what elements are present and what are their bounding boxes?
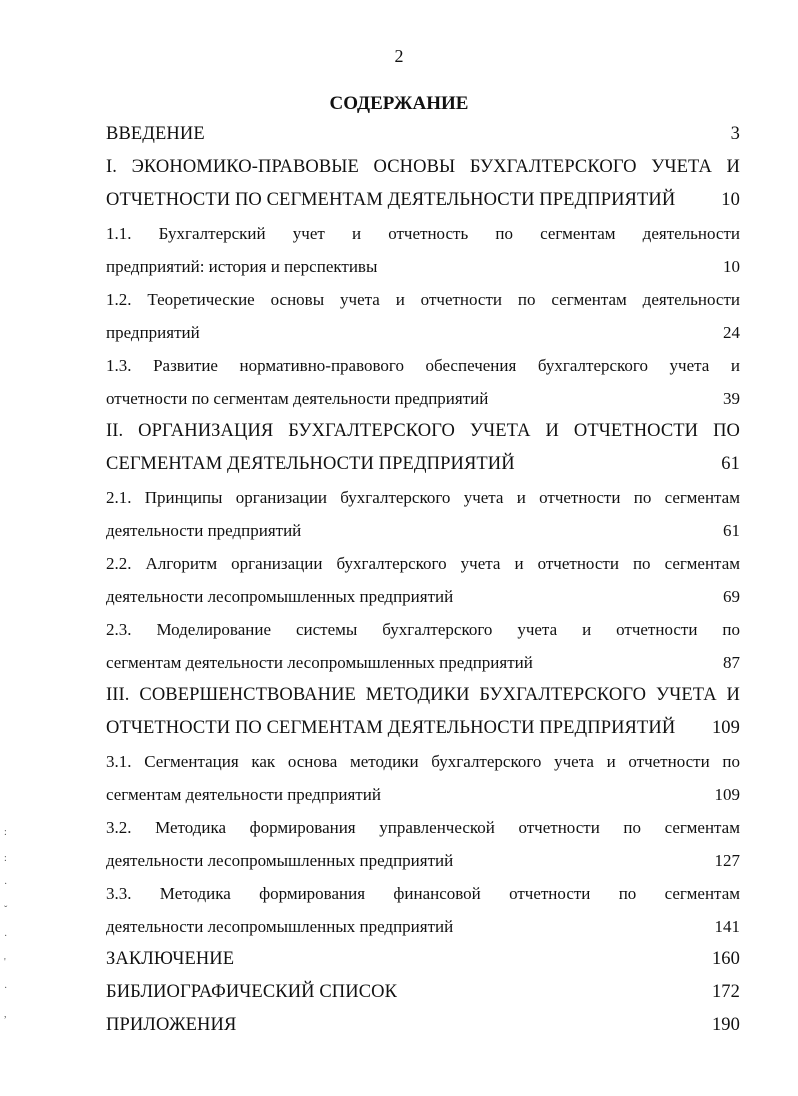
toc-entry: [106, 1009, 740, 1042]
toc-entry-text: ЗАКЛЮЧЕНИЕ: [106, 949, 235, 969]
table-of-contents: [106, 118, 740, 1042]
toc-page-number: 61: [723, 521, 740, 540]
toc-entry-text: ВВЕДЕНИЕ: [106, 124, 205, 144]
toc-entry-last-line: [106, 976, 740, 1009]
toc-entry-heading-line: 1.2. Теоретические основы учета и отчетности по сегментам деятельности: [106, 290, 740, 309]
toc-entry-last-line: [106, 778, 740, 811]
toc-entry: [106, 976, 740, 1009]
toc-entry-last-line: [106, 910, 740, 943]
toc-entry-text: деятельности предприятий: [106, 521, 302, 540]
toc-entry-heading-line: 2.1. Принципы организации бухгалтерского учета и отчетности по сегментам: [106, 488, 740, 507]
toc-page-number: 87: [723, 653, 740, 672]
toc-entry-heading-line: I. ЭКОНОМИКО-ПРАВОВЫЕ ОСНОВЫ БУХГАЛТЕРСКОГО УЧЕТА И: [106, 157, 740, 177]
toc-page-number: 141: [714, 917, 740, 936]
toc-entry: [106, 481, 740, 547]
toc-entry-heading-line: 3.3. Методика формирования финансовой отчетности по сегментам: [106, 884, 740, 903]
toc-entry-heading-line: 2.3. Моделирование системы бухгалтерского учета и отчетности по: [106, 620, 740, 639]
toc-entry-text: деятельности лесопромышленных предприятий: [106, 587, 454, 606]
toc-entry-text: предприятий: история и перспективы: [106, 257, 378, 276]
toc-entry-last-line: [106, 184, 740, 217]
toc-page-number: 3: [730, 124, 740, 144]
toc-entry-heading-line: 1.3. Развитие нормативно-правового обеспечения бухгалтерского учета и: [106, 356, 740, 375]
toc-entry: [106, 349, 740, 415]
toc-page-number: 10: [723, 257, 740, 276]
toc-page-number: 160: [711, 949, 740, 969]
toc-entry-heading-line: 2.2. Алгоритм организации бухгалтерского учета и отчетности по сегментам: [106, 554, 740, 573]
toc-entry-text: деятельности лесопромышленных предприятий: [106, 917, 454, 936]
toc-entry: [106, 118, 740, 151]
margin-scan-marks: : : · ˇ · ' · ,: [4, 827, 8, 1020]
toc-page-number: 127: [714, 851, 740, 870]
toc-entry: [106, 943, 740, 976]
toc-entry-last-line: [106, 712, 740, 745]
toc-entry-last-line: [106, 943, 740, 976]
toc-entry: [106, 547, 740, 613]
page-title: СОДЕРЖАНИЕ: [329, 93, 469, 114]
toc-entry-last-line: [106, 316, 740, 349]
toc-entry-last-line: [106, 118, 740, 151]
toc-page-number: 39: [723, 389, 740, 408]
toc-page-number: 24: [723, 323, 740, 342]
toc-entry: [106, 613, 740, 679]
toc-entry-text: ОТЧЕТНОСТИ ПО СЕГМЕНТАМ ДЕЯТЕЛЬНОСТИ ПРЕДПРИЯТИЙ: [106, 190, 676, 210]
toc-entry-last-line: [106, 580, 740, 613]
toc-entry: [106, 283, 740, 349]
toc-entry-last-line: [106, 250, 740, 283]
toc-entry-text: сегментам деятельности предприятий: [106, 785, 381, 804]
toc-page-number: 61: [721, 454, 740, 474]
toc-entry: [106, 877, 740, 943]
toc-entry-text: деятельности лесопромышленных предприятий: [106, 851, 454, 870]
toc-entry-text: отчетности по сегментам деятельности предприятий: [106, 389, 489, 408]
toc-entry: [106, 811, 740, 877]
toc-entry-text: ОТЧЕТНОСТИ ПО СЕГМЕНТАМ ДЕЯТЕЛЬНОСТИ ПРЕДПРИЯТИЙ: [106, 718, 676, 738]
toc-entry-heading-line: 3.1. Сегментация как основа методики бухгалтерского учета и отчетности по: [106, 752, 740, 771]
toc-entry-last-line: [106, 382, 740, 415]
toc-page-number: 10: [721, 190, 740, 210]
toc-page-number: 190: [711, 1015, 740, 1035]
toc-entry-text: СЕГМЕНТАМ ДЕЯТЕЛЬНОСТИ ПРЕДПРИЯТИЙ: [106, 454, 515, 474]
toc-entry: [106, 151, 740, 217]
toc-entry-last-line: [106, 646, 740, 679]
toc-entry: [106, 217, 740, 283]
toc-entry-text: ПРИЛОЖЕНИЯ: [106, 1015, 237, 1035]
toc-entry-heading-line: II. ОРГАНИЗАЦИЯ БУХГАЛТЕРСКОГО УЧЕТА И ОТЧЕТНОСТИ ПО: [106, 421, 740, 441]
toc-page-number: 109: [714, 785, 740, 804]
toc-entry-text: предприятий: [106, 323, 200, 342]
toc-entry: [106, 415, 740, 481]
toc-entry-heading-line: 1.1. Бухгалтерский учет и отчетность по сегментам деятельности: [106, 224, 740, 243]
toc-entry: [106, 679, 740, 745]
toc-entry-last-line: [106, 514, 740, 547]
toc-page-number: 109: [711, 718, 740, 738]
toc-entry-last-line: [106, 1009, 740, 1042]
toc-entry-text: сегментам деятельности лесопромышленных предприятий: [106, 653, 533, 672]
toc-entry-text: БИБЛИОГРАФИЧЕСКИЙ СПИСОК: [106, 982, 398, 1002]
toc-page-number: 172: [711, 982, 740, 1002]
toc-entry-last-line: [106, 448, 740, 481]
toc-entry: [106, 745, 740, 811]
page-number: 2: [394, 46, 404, 66]
toc-entry-heading-line: III. СОВЕРШЕНСТВОВАНИЕ МЕТОДИКИ БУХГАЛТЕРСКОГО УЧЕТА И: [106, 685, 740, 705]
toc-entry-heading-line: 3.2. Методика формирования управленческой отчетности по сегментам: [106, 818, 740, 837]
toc-entry-last-line: [106, 844, 740, 877]
toc-page-number: 69: [723, 587, 740, 606]
